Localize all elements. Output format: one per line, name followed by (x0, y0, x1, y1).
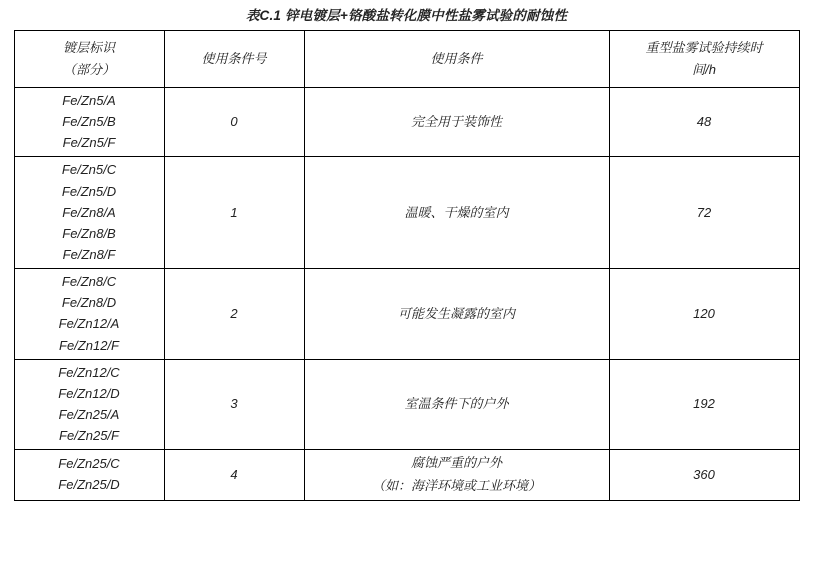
cell-condition-number: 2 (164, 269, 304, 360)
cell-duration: 192 (609, 359, 799, 450)
cell-duration: 120 (609, 269, 799, 360)
condition-line: 可能发生凝露的室内 (397, 305, 515, 321)
condition-line: （如：海洋环境或工业环境） (371, 478, 541, 494)
column-header-coating-id (14, 31, 164, 88)
coating-code: Fe/Zn25/D (58, 477, 120, 493)
cell-condition (304, 88, 609, 157)
coating-code: Fe/Zn5/C (61, 162, 117, 178)
coating-code: Fe/Zn8/A (62, 204, 116, 220)
coating-code: Fe/Zn5/D (61, 183, 117, 199)
cell-condition (304, 269, 609, 360)
cell-condition (304, 450, 609, 500)
cell-condition-number: 1 (164, 157, 304, 269)
condition-line: 室温条件下的户外 (404, 396, 509, 412)
condition-line: 完全用于装饰性 (410, 114, 502, 130)
table-caption: 表C.1 锌电镀层+铬酸盐转化膜中性盐雾试验的耐蚀性 (245, 8, 568, 23)
cell-condition-number: 0 (164, 88, 304, 157)
cell-condition-number: 3 (164, 359, 304, 450)
corrosion-resistance-table (14, 30, 800, 501)
table-row (14, 450, 799, 500)
column-header-coating-id-line2: （部分） (62, 62, 115, 77)
cell-duration: 360 (609, 450, 799, 500)
coating-code: Fe/Zn25/F (59, 428, 119, 444)
table-header-row (14, 31, 799, 88)
cell-coating-ids (14, 88, 164, 157)
coating-code: Fe/Zn12/A (58, 316, 120, 332)
condition-line: 腐蚀严重的户外 (410, 455, 502, 471)
table-row (14, 157, 799, 269)
cell-duration: 72 (609, 157, 799, 269)
column-header-coating-id-line1: 镀层标识 (62, 39, 115, 55)
coating-code: Fe/Zn5/F (62, 135, 116, 151)
cell-condition (304, 157, 609, 269)
condition-line: 温暖、干燥的室内 (404, 204, 509, 220)
cell-coating-ids (14, 450, 164, 500)
coating-code: Fe/Zn5/B (62, 114, 116, 130)
cell-coating-ids (14, 269, 164, 360)
column-header-duration-line2: 间/h (692, 62, 716, 77)
coating-code: Fe/Zn25/C (58, 456, 120, 472)
coating-code: Fe/Zn8/D (61, 295, 117, 311)
coating-code: Fe/Zn12/D (58, 385, 120, 401)
column-header-condition-number: 使用条件号 (164, 31, 304, 88)
table-header (14, 31, 799, 88)
coating-code: Fe/Zn25/A (58, 406, 120, 422)
cell-condition (304, 359, 609, 450)
coating-code: Fe/Zn8/F (62, 246, 116, 262)
cell-condition-number: 4 (164, 450, 304, 500)
coating-code: Fe/Zn8/B (62, 225, 116, 241)
coating-code: Fe/Zn8/C (61, 274, 117, 290)
column-header-duration (609, 31, 799, 88)
column-header-condition: 使用条件 (304, 31, 609, 88)
cell-coating-ids (14, 157, 164, 269)
cell-duration: 48 (609, 88, 799, 157)
cell-coating-ids (14, 359, 164, 450)
table-row (14, 359, 799, 450)
coating-code: Fe/Zn12/F (59, 337, 119, 353)
coating-code: Fe/Zn5/A (62, 93, 116, 108)
table-body (14, 88, 799, 501)
coating-code: Fe/Zn12/C (58, 364, 120, 380)
table-row (14, 88, 799, 157)
table-row (14, 269, 799, 360)
column-header-duration-line1: 重型盐雾试验持续时 (645, 39, 763, 55)
